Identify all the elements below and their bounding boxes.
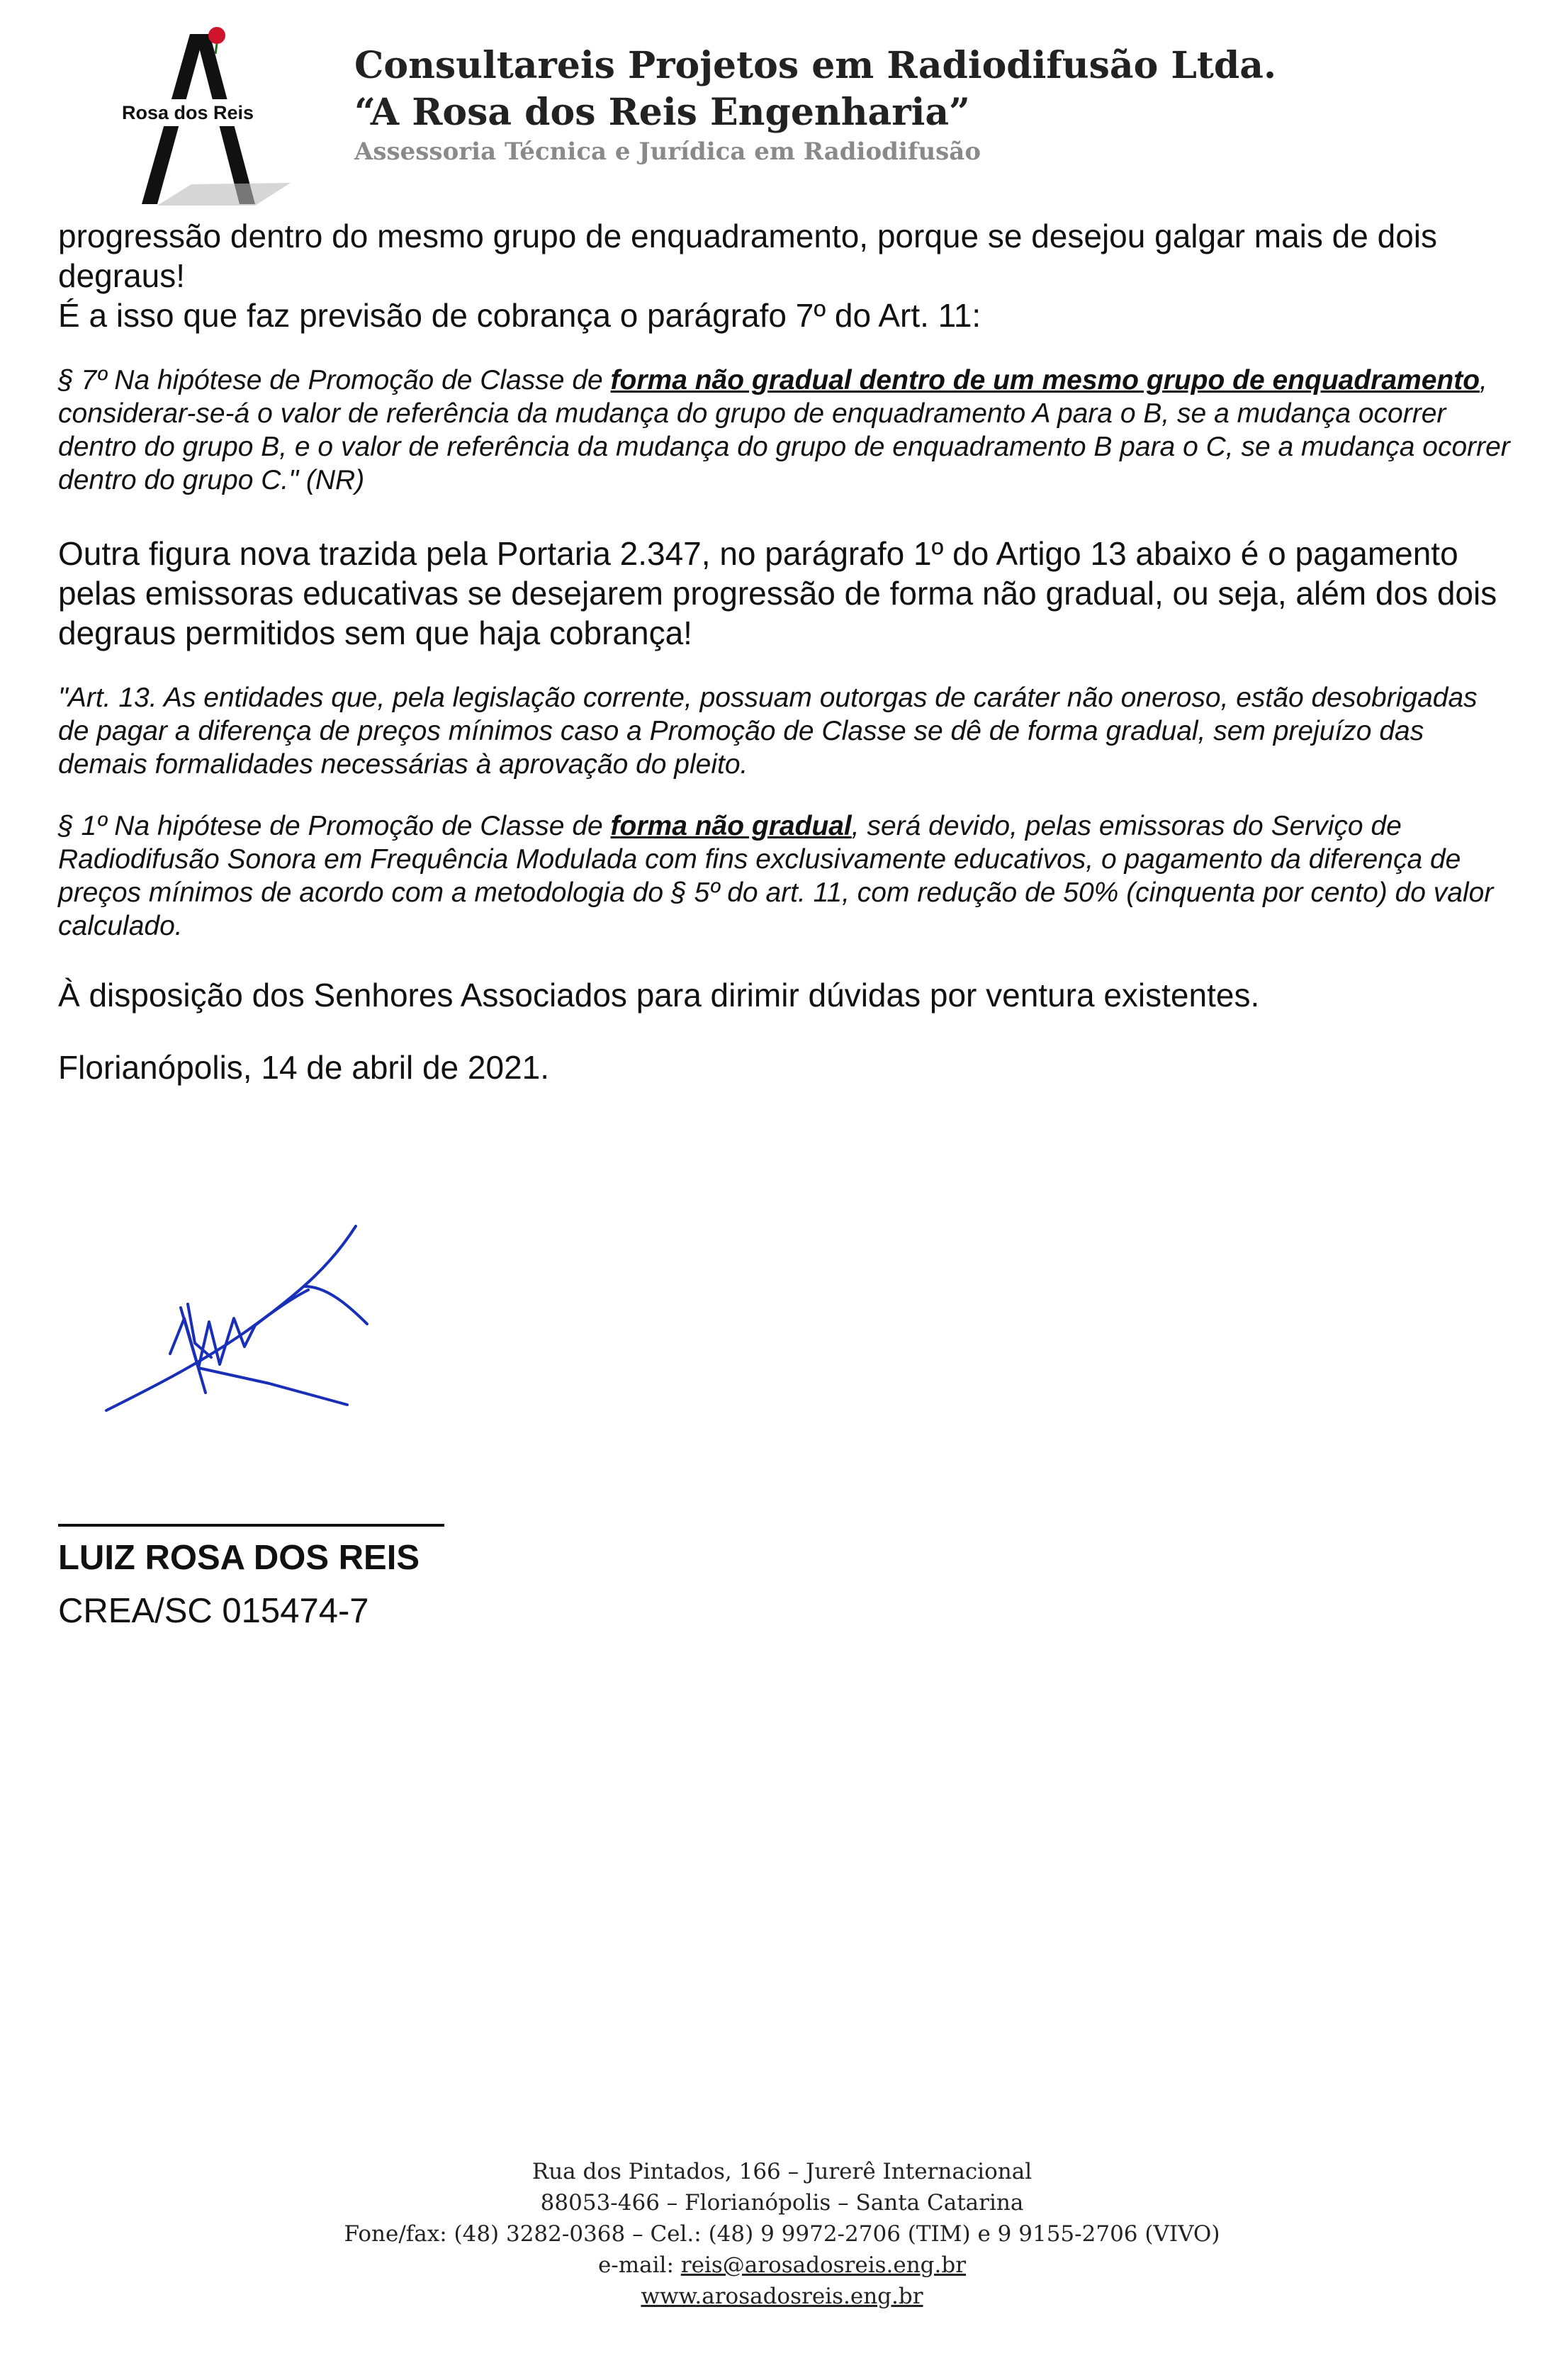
signature-line — [58, 1524, 444, 1527]
website-link[interactable]: www.arosadosreis.eng.br — [641, 2284, 923, 2309]
email-label: e-mail: — [597, 2252, 681, 2278]
quote-rest: , considerar-se-á o valor de referência da mudança do grupo de enquadramento A para o B, se a mudança ocorrer dentro do grupo B, e o valor de referência da mudança do grupo de enquadramento B para o C, se a mudança ocorrer dentro do grupo C." (NR) — [58, 365, 1510, 495]
quote-prefix: § 1º Na hipótese de Promoção de Classe de — [58, 811, 611, 841]
quote-emphasis: forma não gradual — [610, 811, 852, 841]
quote-article-13: "Art. 13. As entidades que, pela legislação corrente, possuam outorgas de caráter não oneroso, estão desobrigadas de pagar a diferença de preços mínimos caso a Promoção de Classe se dê de forma gradual, sem prejuízo das demais formalidades necessárias à aprovação do pleito. — [58, 683, 1478, 780]
signer-registration: CREA/SC 015474-7 — [58, 1592, 369, 1630]
website-line — [0, 2281, 1564, 2312]
address-line-1: Rua dos Pintados, 166 – Jurerê Internacional — [531, 2159, 1033, 2184]
signer-name: LUIZ ROSA DOS REIS — [58, 1539, 420, 1577]
quote-emphasis: forma não gradual dentro de um mesmo grupo de enquadramento — [610, 365, 1480, 395]
paragraph-3: Outra figura nova trazida pela Portaria 2.347, no parágrafo 1º do Artigo 13 abaixo é o pagamento pelas emissoras educativas se desejarem progressão de forma não gradual, ou seja, além dos dois degraus permitidos sem que haja cobrança! — [58, 535, 1497, 651]
paragraph-2: É a isso que faz previsão de cobrança o parágrafo 7º do Art. 11: — [58, 297, 981, 334]
paragraph-closing: À disposição dos Senhores Associados para dirimir dúvidas por ventura existentes. — [58, 977, 1260, 1014]
email-link[interactable]: reis@arosadosreis.eng.br — [680, 2252, 967, 2278]
company-header — [354, 43, 1276, 167]
logo-text: Rosa dos Reis — [122, 102, 254, 123]
quote-rest: , será devido, pelas emissoras do Serviço de Radiodifusão Sonora em Frequência Modulada com fins exclusivamente educativos, o pagamento da diferença de preços mínimos de acordo com a metodologia do § 5º do art. 11, com redução de 50% (cinquenta por cento) do valor calculado. — [58, 811, 1494, 941]
handwritten-signature — [92, 1219, 390, 1432]
date-line: Florianópolis, 14 de abril de 2021. — [58, 1049, 550, 1086]
email-line — [0, 2250, 1564, 2281]
company-tagline: Assessoria Técnica e Jurídica em Radiodifusão — [354, 137, 981, 166]
quote-prefix: § 7º Na hipótese de Promoção de Classe de — [58, 365, 611, 395]
letter-body — [58, 216, 1511, 1087]
rose-icon — [208, 27, 225, 44]
paragraph-1: progressão dentro do mesmo grupo de enquadramento, porque se desejou galgar mais de dois degraus! — [58, 218, 1438, 294]
footer — [0, 2156, 1564, 2312]
company-name: Consultareis Projetos em Radiodifusão Ltda. — [354, 44, 1277, 87]
company-alias: “A Rosa dos Reis Engenharia” — [354, 91, 970, 134]
phone-line: Fone/fax: (48) 3282-0368 – Cel.: (48) 9 9972-2706 (TIM) e 9 9155-2706 (VIVO) — [344, 2221, 1220, 2247]
quote-article-11-paragraph-7 — [58, 364, 1511, 497]
company-logo — [78, 20, 298, 211]
quote-article-13-paragraph-1 — [58, 809, 1511, 943]
address-line-2: 88053-466 – Florianópolis – Santa Catarina — [540, 2190, 1024, 2216]
